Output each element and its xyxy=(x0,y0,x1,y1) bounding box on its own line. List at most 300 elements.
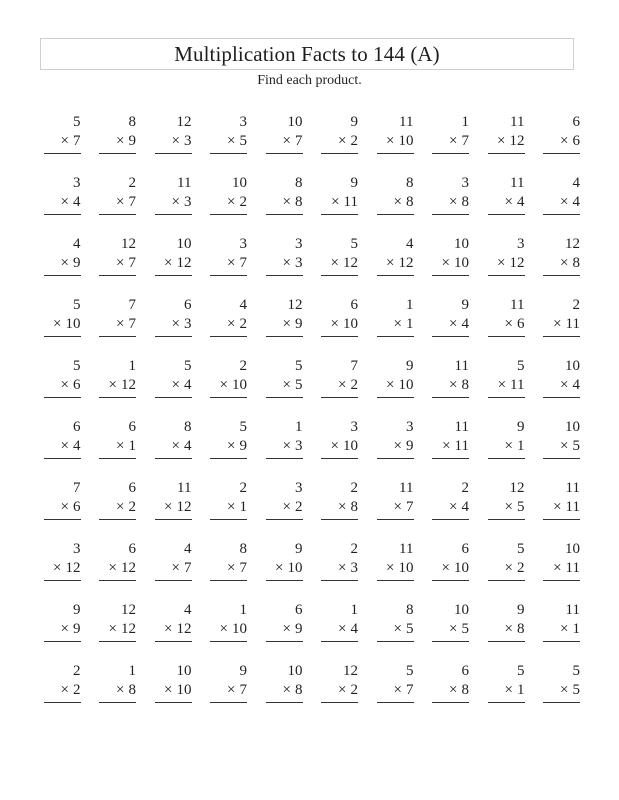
multiplier-line xyxy=(331,193,358,212)
times-sign: × xyxy=(560,682,569,698)
multiplicand: 4 xyxy=(184,541,192,557)
multiplier-line xyxy=(449,193,469,212)
times-sign: × xyxy=(282,194,291,210)
multiplier-line xyxy=(394,315,414,334)
multiplier: 4 xyxy=(461,316,469,332)
times-sign: × xyxy=(60,255,69,271)
multiplier-line xyxy=(283,681,303,700)
answer-line xyxy=(44,580,81,581)
multiplicand: 2 xyxy=(350,480,358,496)
problem xyxy=(477,356,533,417)
answer-line xyxy=(210,580,247,581)
multiplier-line xyxy=(553,498,580,517)
answer-line xyxy=(266,397,303,398)
multiplicand: 10 xyxy=(454,236,469,252)
problem xyxy=(422,112,478,173)
problem xyxy=(144,295,200,356)
problem xyxy=(477,478,533,539)
multiplicand: 11 xyxy=(399,541,414,557)
multiplicand: 6 xyxy=(572,114,580,130)
problem xyxy=(311,112,367,173)
multiplicand: 7 xyxy=(73,480,81,496)
answer-line xyxy=(99,214,136,215)
times-sign: × xyxy=(497,133,506,149)
problem xyxy=(422,295,478,356)
problem xyxy=(533,417,589,478)
multiplier: 1 xyxy=(406,316,414,332)
multiplier-line xyxy=(560,193,580,212)
answer-line xyxy=(432,458,469,459)
problem-row xyxy=(33,112,588,173)
problem-row xyxy=(33,478,588,539)
times-sign: × xyxy=(219,377,228,393)
multiplicand: 1 xyxy=(406,297,414,313)
multiplier-line xyxy=(61,376,81,395)
multiplier-line xyxy=(283,132,303,151)
problem xyxy=(33,112,89,173)
problem xyxy=(144,539,200,600)
multiplicand: 6 xyxy=(128,480,136,496)
multiplier-line xyxy=(442,254,469,273)
times-sign: × xyxy=(449,194,458,210)
multiplicand: 8 xyxy=(406,175,414,191)
times-sign: × xyxy=(219,621,228,637)
multiplicand: 3 xyxy=(239,114,247,130)
multiplier-line xyxy=(227,315,247,334)
multiplier-line xyxy=(172,559,192,578)
answer-line xyxy=(99,397,136,398)
multiplicand: 7 xyxy=(350,358,358,374)
problem xyxy=(533,173,589,234)
answer-line xyxy=(321,275,358,276)
multiplier-line xyxy=(331,254,358,273)
multiplier: 8 xyxy=(295,194,303,210)
answer-line xyxy=(377,275,414,276)
answer-line xyxy=(266,458,303,459)
multiplicand: 12 xyxy=(121,236,136,252)
multiplicand: 6 xyxy=(128,419,136,435)
problem xyxy=(255,417,311,478)
times-sign: × xyxy=(60,194,69,210)
multiplier: 7 xyxy=(406,499,414,515)
multiplier-line xyxy=(109,559,136,578)
multiplier: 10 xyxy=(176,682,192,698)
multiplier: 11 xyxy=(565,316,580,332)
multiplicand: 8 xyxy=(406,602,414,618)
answer-line xyxy=(99,641,136,642)
answer-line xyxy=(266,153,303,154)
problem xyxy=(89,356,145,417)
times-sign: × xyxy=(560,621,569,637)
multiplier-line xyxy=(338,498,358,517)
multiplier: 2 xyxy=(350,377,358,393)
multiplier: 11 xyxy=(510,377,525,393)
multiplier-line xyxy=(283,498,303,517)
problem xyxy=(144,112,200,173)
multiplicand: 5 xyxy=(517,358,525,374)
multiplier: 10 xyxy=(287,560,303,576)
multiplicand: 3 xyxy=(517,236,525,252)
multiplier: 12 xyxy=(176,499,192,515)
multiplier: 10 xyxy=(398,377,414,393)
problem xyxy=(200,356,256,417)
multiplicand: 4 xyxy=(572,175,580,191)
problem xyxy=(89,112,145,173)
times-sign: × xyxy=(441,255,450,271)
answer-line xyxy=(44,641,81,642)
multiplicand: 6 xyxy=(128,541,136,557)
problem xyxy=(366,112,422,173)
answer-line xyxy=(99,702,136,703)
multiplicand: 10 xyxy=(565,358,580,374)
answer-line xyxy=(44,702,81,703)
times-sign: × xyxy=(497,255,506,271)
multiplicand: 9 xyxy=(517,602,525,618)
times-sign: × xyxy=(504,194,513,210)
multiplier-line xyxy=(220,620,247,639)
answer-line xyxy=(432,336,469,337)
problem xyxy=(366,417,422,478)
answer-line xyxy=(99,580,136,581)
times-sign: × xyxy=(560,194,569,210)
answer-line xyxy=(377,153,414,154)
problem-row xyxy=(33,661,588,722)
multiplier: 2 xyxy=(128,499,136,515)
multiplier: 9 xyxy=(295,316,303,332)
problem xyxy=(144,417,200,478)
times-sign: × xyxy=(449,316,458,332)
times-sign: × xyxy=(504,316,513,332)
multiplier: 8 xyxy=(461,377,469,393)
multiplier: 12 xyxy=(65,560,81,576)
multiplier: 4 xyxy=(461,499,469,515)
times-sign: × xyxy=(227,133,236,149)
multiplier: 7 xyxy=(406,682,414,698)
times-sign: × xyxy=(227,438,236,454)
answer-line xyxy=(543,580,580,581)
multiplier-line xyxy=(505,620,525,639)
multiplicand: 9 xyxy=(239,663,247,679)
answer-line xyxy=(488,458,525,459)
problem xyxy=(33,539,89,600)
multiplier-line xyxy=(116,254,136,273)
answer-line xyxy=(488,580,525,581)
times-sign: × xyxy=(393,438,402,454)
multiplier: 3 xyxy=(184,133,192,149)
times-sign: × xyxy=(282,499,291,515)
multiplier-line xyxy=(220,376,247,395)
multiplicand: 3 xyxy=(73,175,81,191)
multiplier: 12 xyxy=(121,560,136,576)
problem xyxy=(366,295,422,356)
multiplier: 6 xyxy=(73,377,81,393)
multiplier: 10 xyxy=(232,377,247,393)
answer-line xyxy=(432,580,469,581)
multiplier-line xyxy=(283,193,303,212)
times-sign: × xyxy=(553,560,562,576)
problem xyxy=(89,478,145,539)
problem xyxy=(311,478,367,539)
multiplier: 11 xyxy=(565,560,580,576)
problem xyxy=(422,234,478,295)
multiplier: 8 xyxy=(461,682,469,698)
multiplier-line xyxy=(553,315,580,334)
problem xyxy=(366,539,422,600)
multiplicand: 11 xyxy=(510,114,525,130)
times-sign: × xyxy=(53,316,62,332)
multiplicand: 3 xyxy=(350,419,358,435)
answer-line xyxy=(488,336,525,337)
multiplier-line xyxy=(449,498,469,517)
answer-line xyxy=(44,153,81,154)
multiplicand: 11 xyxy=(399,114,414,130)
times-sign: × xyxy=(282,682,291,698)
multiplier: 5 xyxy=(406,621,414,637)
times-sign: × xyxy=(449,133,458,149)
multiplier: 12 xyxy=(509,133,525,149)
multiplicand: 11 xyxy=(565,602,580,618)
multiplicand: 2 xyxy=(128,175,136,191)
times-sign: × xyxy=(227,316,236,332)
answer-line xyxy=(543,519,580,520)
times-sign: × xyxy=(282,377,291,393)
multiplicand: 10 xyxy=(232,175,247,191)
problem-row xyxy=(33,295,588,356)
multiplicand: 1 xyxy=(239,602,247,618)
problem-row xyxy=(33,417,588,478)
times-sign: × xyxy=(393,499,402,515)
problem xyxy=(422,173,478,234)
problem xyxy=(200,112,256,173)
multiplier: 4 xyxy=(73,194,81,210)
answer-line xyxy=(210,702,247,703)
problem xyxy=(255,661,311,722)
answer-line xyxy=(543,702,580,703)
multiplier: 1 xyxy=(517,682,525,698)
problem xyxy=(311,234,367,295)
multiplicand: 5 xyxy=(73,297,81,313)
multiplier-line xyxy=(386,132,413,151)
multiplier: 10 xyxy=(343,316,358,332)
times-sign: × xyxy=(282,621,291,637)
problem xyxy=(477,112,533,173)
answer-line xyxy=(266,641,303,642)
multiplier-line xyxy=(109,620,136,639)
multiplicand: 12 xyxy=(565,236,580,252)
answer-line xyxy=(377,519,414,520)
times-sign: × xyxy=(441,560,450,576)
problem xyxy=(255,539,311,600)
times-sign: × xyxy=(164,621,173,637)
multiplicand: 12 xyxy=(287,297,303,313)
multiplier-line xyxy=(505,437,525,456)
problem xyxy=(366,661,422,722)
answer-line xyxy=(488,275,525,276)
problem xyxy=(33,295,89,356)
problem-grid xyxy=(33,112,588,722)
multiplier-line xyxy=(283,254,303,273)
multiplicand: 6 xyxy=(461,663,469,679)
problem xyxy=(200,295,256,356)
problem xyxy=(422,356,478,417)
problem xyxy=(255,173,311,234)
multiplicand: 11 xyxy=(510,297,525,313)
multiplier: 2 xyxy=(239,316,247,332)
multiplicand: 5 xyxy=(406,663,414,679)
multiplier-line xyxy=(449,132,469,151)
answer-line xyxy=(543,397,580,398)
answer-line xyxy=(432,275,469,276)
problem xyxy=(255,600,311,661)
times-sign: × xyxy=(330,438,339,454)
answer-line xyxy=(432,702,469,703)
multiplier-line xyxy=(442,559,469,578)
multiplier: 4 xyxy=(350,621,358,637)
multiplicand: 5 xyxy=(295,358,303,374)
times-sign: × xyxy=(116,133,125,149)
times-sign: × xyxy=(53,560,62,576)
multiplier-line xyxy=(442,437,469,456)
multiplicand: 3 xyxy=(239,236,247,252)
problem xyxy=(89,173,145,234)
multiplier-line xyxy=(227,437,247,456)
times-sign: × xyxy=(227,255,236,271)
multiplier-line xyxy=(227,254,247,273)
multiplicand: 10 xyxy=(565,419,580,435)
times-sign: × xyxy=(116,255,125,271)
times-sign: × xyxy=(504,682,513,698)
answer-line xyxy=(99,336,136,337)
multiplier: 7 xyxy=(461,133,469,149)
multiplier: 5 xyxy=(295,377,303,393)
problem xyxy=(255,478,311,539)
multiplicand: 2 xyxy=(239,480,247,496)
times-sign: × xyxy=(504,560,513,576)
multiplicand: 4 xyxy=(73,236,81,252)
multiplier: 8 xyxy=(295,682,303,698)
problem xyxy=(89,539,145,600)
answer-line xyxy=(155,641,192,642)
answer-line xyxy=(210,397,247,398)
answer-line xyxy=(99,458,136,459)
problem-row xyxy=(33,234,588,295)
problem xyxy=(366,173,422,234)
answer-line xyxy=(155,214,192,215)
answer-line xyxy=(266,336,303,337)
problem xyxy=(89,417,145,478)
times-sign: × xyxy=(116,316,125,332)
multiplier-line xyxy=(449,620,469,639)
problem xyxy=(144,173,200,234)
times-sign: × xyxy=(393,621,402,637)
multiplicand: 5 xyxy=(517,541,525,557)
times-sign: × xyxy=(338,621,347,637)
multiplier: 9 xyxy=(128,133,136,149)
multiplier: 9 xyxy=(73,255,81,271)
multiplier: 10 xyxy=(398,133,414,149)
multiplier-line xyxy=(275,559,302,578)
problem xyxy=(533,295,589,356)
multiplier-line xyxy=(338,559,358,578)
multiplier: 12 xyxy=(509,255,525,271)
multiplier-line xyxy=(505,681,525,700)
multiplier-line xyxy=(116,193,136,212)
multiplicand: 3 xyxy=(406,419,414,435)
multiplier-line xyxy=(61,254,81,273)
multiplier-line xyxy=(227,681,247,700)
answer-line xyxy=(543,336,580,337)
worksheet-title: Multiplication Facts to 144 (A) xyxy=(174,41,440,66)
multiplier-line xyxy=(164,681,191,700)
multiplier-line xyxy=(449,376,469,395)
times-sign: × xyxy=(449,621,458,637)
answer-line xyxy=(377,458,414,459)
multiplicand: 2 xyxy=(239,358,247,374)
multiplier-line xyxy=(560,681,580,700)
multiplicand: 9 xyxy=(350,114,358,130)
answer-line xyxy=(488,153,525,154)
multiplier-line xyxy=(331,315,358,334)
multiplicand: 12 xyxy=(121,602,136,618)
multiplier-line xyxy=(61,498,81,517)
multiplier-line xyxy=(505,193,525,212)
problem xyxy=(33,173,89,234)
multiplier: 10 xyxy=(398,560,414,576)
problem xyxy=(311,173,367,234)
multiplicand: 12 xyxy=(176,114,192,130)
answer-line xyxy=(432,641,469,642)
times-sign: × xyxy=(60,377,69,393)
answer-line xyxy=(488,641,525,642)
multiplier: 8 xyxy=(461,194,469,210)
multiplicand: 8 xyxy=(239,541,247,557)
problem xyxy=(533,112,589,173)
answer-line xyxy=(155,275,192,276)
times-sign: × xyxy=(227,560,236,576)
times-sign: × xyxy=(331,194,340,210)
answer-line xyxy=(155,336,192,337)
problem xyxy=(144,356,200,417)
multiplier-line xyxy=(61,193,81,212)
multiplier: 10 xyxy=(454,560,469,576)
answer-line xyxy=(155,153,192,154)
multiplicand: 6 xyxy=(461,541,469,557)
answer-line xyxy=(321,214,358,215)
multiplier-line xyxy=(172,193,192,212)
multiplier: 12 xyxy=(121,621,136,637)
multiplier: 3 xyxy=(184,194,192,210)
answer-line xyxy=(377,397,414,398)
times-sign: × xyxy=(282,316,291,332)
multiplier: 12 xyxy=(176,255,192,271)
problem xyxy=(200,234,256,295)
multiplicand: 10 xyxy=(454,602,469,618)
multiplier: 10 xyxy=(343,438,358,454)
answer-line xyxy=(377,702,414,703)
times-sign: × xyxy=(171,133,180,149)
problem xyxy=(533,478,589,539)
times-sign: × xyxy=(227,499,236,515)
times-sign: × xyxy=(330,316,339,332)
problem xyxy=(533,661,589,722)
problem xyxy=(200,417,256,478)
multiplier-line xyxy=(116,132,136,151)
multiplier: 10 xyxy=(454,255,469,271)
multiplicand: 5 xyxy=(73,114,81,130)
times-sign: × xyxy=(171,560,180,576)
multiplicand: 3 xyxy=(295,236,303,252)
problem xyxy=(477,600,533,661)
